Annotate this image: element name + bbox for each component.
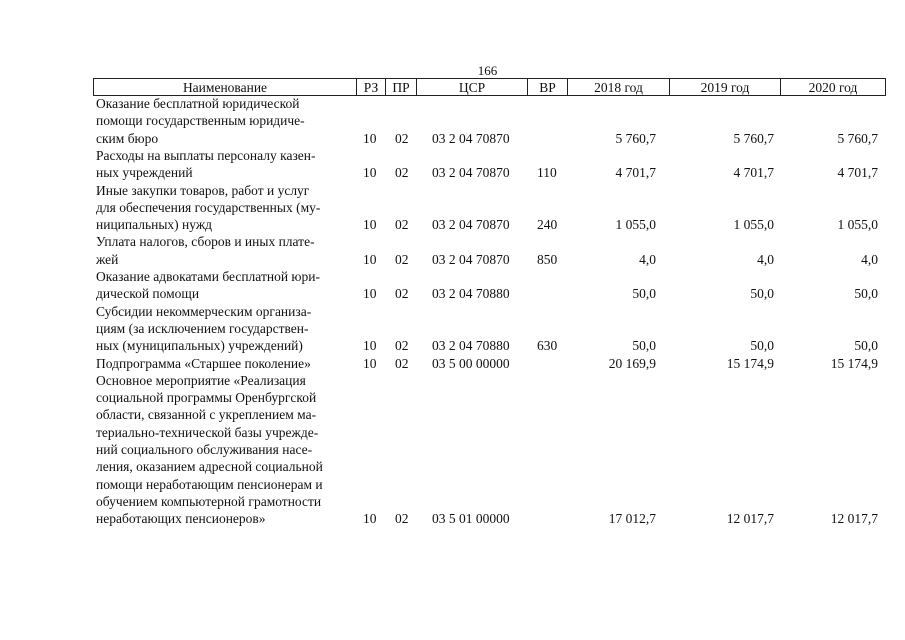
row-csr: 03 5 01 00000 — [432, 511, 510, 527]
row-name — [96, 355, 358, 372]
row-value-2019: 15 174,9 — [726, 355, 774, 371]
row-name — [96, 233, 358, 268]
row-pr: 02 — [395, 286, 409, 302]
header-2020: 2020 год — [808, 80, 858, 95]
row-csr: 03 2 04 70870 — [432, 165, 510, 181]
header-2018: 2018 год — [568, 79, 670, 95]
row-value-2020: 4 701,7 — [837, 165, 878, 181]
row-name — [96, 303, 358, 355]
row-name-line: жей — [96, 251, 119, 267]
header-pr: ПР — [386, 79, 417, 95]
row-vr: 240 — [537, 217, 558, 233]
row-value-2019: 5 760,7 — [733, 130, 774, 146]
row-name-line: ления, оказанием адресной социальной — [96, 459, 323, 475]
row-pr: 02 — [395, 355, 409, 371]
row-name-line: Основное мероприятие «Реализация — [96, 372, 306, 388]
row-name-line: области, связанной с укреплением ма- — [96, 407, 317, 423]
header-vr: ВР — [528, 79, 568, 95]
row-csr: 03 2 04 70880 — [432, 286, 510, 302]
row-name — [96, 95, 358, 147]
row-value-2018: 5 760,7 — [615, 130, 656, 146]
row-value-2019: 50,0 — [750, 286, 774, 302]
row-name-line: териально-технической базы учрежде- — [96, 424, 319, 440]
row-value-2018: 20 169,9 — [608, 355, 656, 371]
row-pr: 02 — [395, 217, 409, 233]
row-name-line: Расходы на выплаты персоналу казен- — [96, 147, 316, 163]
row-name-line: помощи неработающим пенсионерам и — [96, 476, 323, 492]
row-rz: 10 — [363, 130, 377, 146]
row-name-line: для обеспечения государственных (му- — [96, 199, 321, 215]
row-value-2020: 15 174,9 — [830, 355, 878, 371]
row-value-2020: 5 760,7 — [837, 130, 878, 146]
row-name-line: обучением компьютерной грамотности — [96, 493, 322, 509]
row-value-2020: 50,0 — [854, 338, 878, 354]
row-value-2018: 50,0 — [632, 338, 656, 354]
row-value-2019: 4,0 — [757, 251, 774, 267]
row-csr: 03 2 04 70870 — [432, 130, 510, 146]
row-name — [96, 182, 358, 234]
row-name-line: ниципальных) нужд — [96, 217, 213, 233]
row-rz: 10 — [363, 338, 377, 354]
row-pr: 02 — [395, 511, 409, 527]
row-value-2018: 17 012,7 — [608, 511, 656, 527]
row-name-line: неработающих пенсионеров» — [96, 511, 266, 527]
row-value-2018: 1 055,0 — [615, 217, 656, 233]
row-name-line: Подпрограмма «Старшее поколение» — [96, 355, 311, 371]
row-pr: 02 — [395, 165, 409, 181]
row-csr: 03 5 00 00000 — [432, 355, 510, 371]
table-header — [93, 78, 886, 96]
header-name: Наименование — [94, 79, 357, 95]
header-rz: РЗ — [357, 79, 386, 95]
header-csr: ЦСР — [417, 79, 528, 95]
row-value-2020: 4,0 — [861, 251, 878, 267]
row-name-line: ных (муниципальных) учреждений) — [96, 338, 303, 354]
row-vr: 850 — [537, 251, 558, 267]
row-value-2020: 12 017,7 — [830, 511, 878, 527]
row-csr: 03 2 04 70870 — [432, 217, 510, 233]
row-rz: 10 — [363, 217, 377, 233]
row-pr: 02 — [395, 251, 409, 267]
row-pr: 02 — [395, 130, 409, 146]
table-row — [0, 372, 905, 528]
row-rz: 10 — [363, 355, 377, 371]
row-name — [96, 268, 358, 303]
row-value-2020: 1 055,0 — [837, 217, 878, 233]
table-row — [0, 147, 905, 182]
row-name-line: Субсидии некоммерческим организа- — [96, 303, 312, 319]
row-csr: 03 2 04 70870 — [432, 251, 510, 267]
row-rz: 10 — [363, 511, 377, 527]
row-vr: 110 — [537, 165, 557, 181]
table-row — [0, 95, 905, 147]
row-name-line: ским бюро — [96, 130, 159, 146]
row-value-2019: 12 017,7 — [726, 511, 774, 527]
row-name — [96, 372, 358, 528]
row-name-line: социальной программы Оренбургской — [96, 390, 317, 406]
row-pr: 02 — [395, 338, 409, 354]
row-value-2019: 1 055,0 — [733, 217, 774, 233]
row-name-line: ных учреждений — [96, 165, 193, 181]
row-rz: 10 — [363, 165, 377, 181]
row-value-2019: 50,0 — [750, 338, 774, 354]
row-rz: 10 — [363, 251, 377, 267]
row-name-line: Оказание бесплатной юридической — [96, 96, 300, 111]
header-2019: 2019 год — [670, 79, 781, 95]
row-value-2018: 4,0 — [639, 251, 656, 267]
row-value-2020: 50,0 — [854, 286, 878, 302]
table-row — [0, 233, 905, 268]
row-name-line: Уплата налогов, сборов и иных плате- — [96, 234, 315, 250]
row-name-line: ний социального обслуживания насе- — [96, 441, 313, 457]
row-name-line: помощи государственным юридиче- — [96, 113, 305, 129]
row-name-line: дической помощи — [96, 286, 200, 302]
table-row — [0, 268, 905, 303]
row-vr: 630 — [537, 338, 558, 354]
row-name — [96, 147, 358, 182]
table-row — [0, 355, 905, 372]
row-name-line: Оказание адвокатами бесплатной юри- — [96, 269, 320, 284]
row-value-2018: 4 701,7 — [615, 165, 656, 181]
row-name-line: Иные закупки товаров, работ и услуг — [96, 182, 310, 198]
row-rz: 10 — [363, 286, 377, 302]
row-name-line: циям (за исключением государствен- — [96, 320, 309, 336]
table-row — [0, 182, 905, 234]
page-number: 166 — [477, 63, 498, 78]
row-value-2019: 4 701,7 — [733, 165, 774, 181]
row-value-2018: 50,0 — [632, 286, 656, 302]
table-row — [0, 303, 905, 355]
row-csr: 03 2 04 70880 — [432, 338, 510, 354]
